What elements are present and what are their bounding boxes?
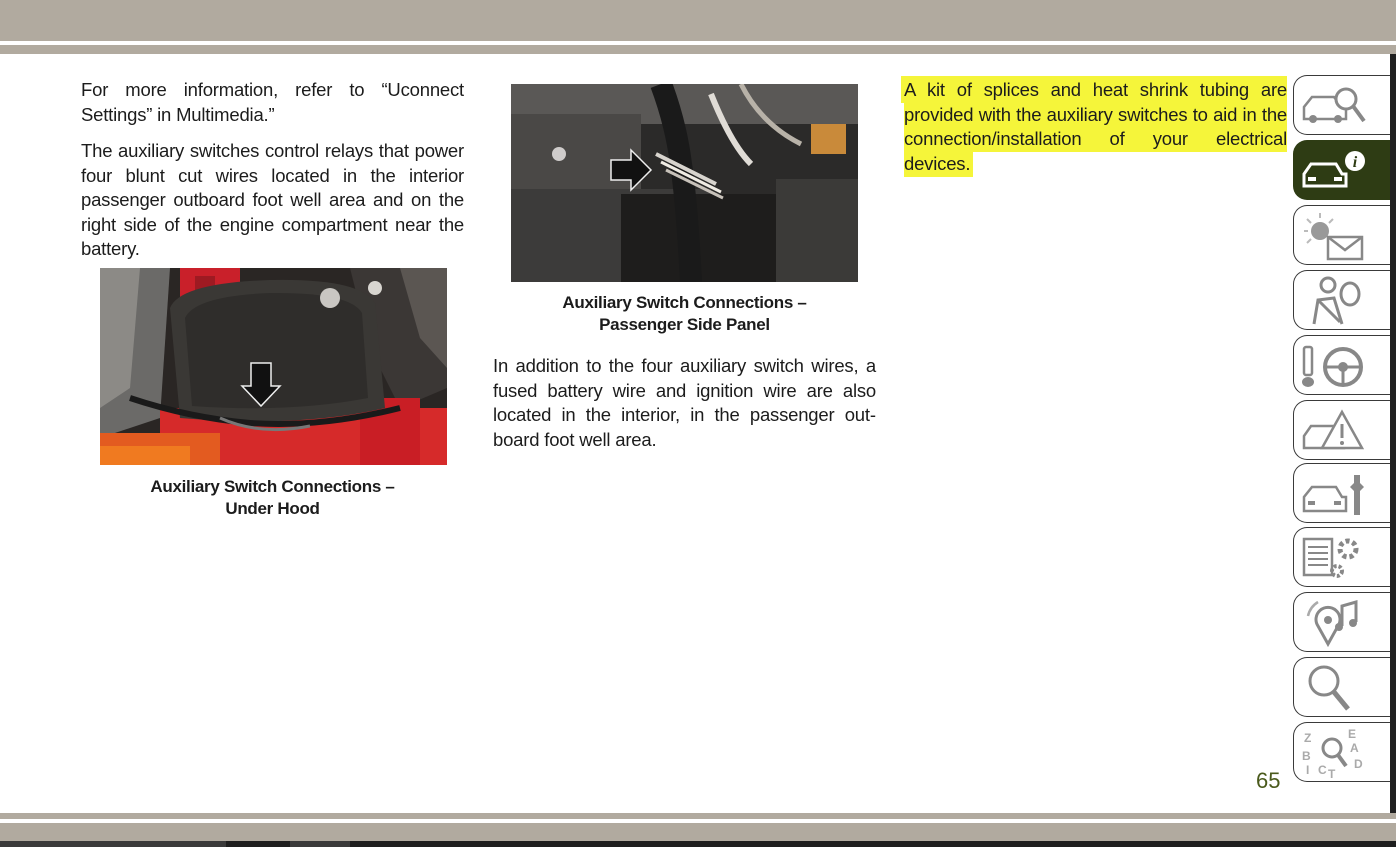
caption-line-2: Passenger Side Panel — [599, 315, 770, 334]
specs-gear-icon — [1298, 531, 1370, 583]
tab-starting-and-operating[interactable] — [1293, 335, 1390, 395]
multimedia-icon — [1298, 596, 1370, 648]
svg-text:D: D — [1354, 757, 1363, 771]
index-search-icon — [1298, 726, 1370, 778]
top-rule — [0, 45, 1396, 54]
svg-text:Z: Z — [1304, 731, 1312, 745]
para-additional-wires: In addition to the four auxiliary switch wires, a fused battery wire and ignition wire are also located in the interior, in the passenger outboard foot well area. — [493, 355, 876, 450]
figure-caption-passenger-side — [511, 292, 858, 336]
caption-line-1: Auxiliary Switch Connections – — [562, 293, 807, 312]
svg-text:A: A — [1350, 741, 1359, 755]
caption-line-2: Under Hood — [225, 499, 320, 518]
page-number: 65 — [1256, 768, 1281, 793]
svg-text:i: i — [1352, 154, 1358, 171]
right-edge — [1390, 54, 1396, 813]
caption-line-1: Auxiliary Switch Connections – — [150, 477, 395, 496]
key-steering-wheel-icon — [1298, 339, 1370, 391]
svg-text:C: C — [1318, 763, 1327, 777]
car-hazard-icon — [1298, 404, 1370, 456]
svg-text:E: E — [1348, 727, 1357, 741]
tab-servicing-and-maintenance[interactable] — [1293, 463, 1390, 523]
svg-text:I: I — [1306, 763, 1310, 777]
para-uconnect-reference: For more information, refer to “Uconnect Settings” in Multimedia.” — [81, 79, 464, 125]
bottom-strip — [0, 841, 1396, 847]
tab-safety[interactable] — [1293, 270, 1390, 330]
tab-technical-specifications[interactable] — [1293, 527, 1390, 587]
tab-index[interactable] — [1293, 722, 1390, 782]
tab-getting-to-know-instrument-panel[interactable] — [1293, 140, 1390, 200]
under-hood-photo — [100, 268, 447, 465]
highlight-text: A kit of splices and heat shrink tubing are provided with the auxiliary switches to aid in the connection/installation of your electrical devices. — [904, 79, 1287, 174]
tab-customer-assistance[interactable] — [1293, 657, 1390, 717]
para-auxiliary-switches: The auxiliary switches control relays that power four blunt cut wires located in the interior passenger outboard foot well area and on the right side of the engine compartment near the battery. — [81, 140, 464, 259]
tab-multimedia[interactable] — [1293, 592, 1390, 652]
passenger-side-panel-photo — [511, 84, 858, 282]
magnifier-icon — [1298, 661, 1370, 713]
car-wrench-icon — [1298, 467, 1370, 519]
tab-getting-to-know-vehicle[interactable] — [1293, 75, 1390, 135]
car-search-icon — [1298, 79, 1370, 131]
top-band — [0, 0, 1396, 41]
bottom-rule — [0, 813, 1396, 819]
svg-text:T: T — [1328, 767, 1336, 778]
tab-in-case-of-emergency[interactable] — [1293, 400, 1390, 460]
tab-safety-warning-lights[interactable] — [1293, 205, 1390, 265]
seatbelt-airbag-icon — [1298, 274, 1370, 326]
warning-light-message-icon — [1298, 209, 1370, 261]
car-info-icon — [1298, 144, 1370, 196]
svg-text:B: B — [1302, 749, 1311, 763]
figure-caption-under-hood — [100, 476, 445, 520]
highlighted-paragraph — [904, 78, 1287, 176]
